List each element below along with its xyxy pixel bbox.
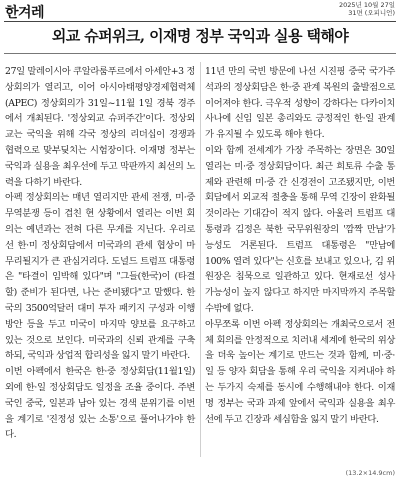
column-divider [200,62,201,457]
issue-meta [339,1,395,17]
clipping-size-note: (13.2×14.9cm) [345,469,395,477]
paragraph: 27일 말레이시아 쿠알라룸푸르에서 아세안+3 정상회의가 열리고, 이어 아시아태평양경제협력체(APEC) 정상회의가 31일~11월 1일 경북 경주에서 개최된다. '정상외교 슈퍼주간'이다. 정상외교는 국익을 위해 각국 정상의 리더십이 경쟁과 협력으로 맞부딪치는 시험장이다. 이재명 정부는 국익과 실용을 최우선에 두고 막판까지 최선의 노력을 다하기 바란다. [5,66,195,188]
top-rule [4,21,396,22]
newspaper-logo: 한겨레 [5,5,45,21]
paragraph: 이번 아펙에서 한국은 한·중 정상회담(11월1일) 외에 한·일 정상회담도 일정을 조율 중이다. 주변국인 중국, 일본과 남아 있는 경색 분위기를 이번을 계기로 '진정성 있는 소통'으로 풀어나가야 한다. [5,366,195,441]
issue-date: 2025년 10월 27일 [338,1,395,9]
paragraph: 이와 함께 전세계가 가장 주목하는 장면은 30일 열리는 미·중 정상회담이다. 최근 희토류 수출 통제와 관련해 미·중 간 신경전이 고조됐지만, 이번 회담에서 외교적 절충을 통해 무역 긴장이 완화될 것이라는 기대감이 적지 않다. 아울러 트럼프 대통령과 김정은 북한 국무위원장의 '깜짝 만남'가능성도 거론된다. 트럼프 대통령은 "만남에 100% 열려 있다"는 신호를 보내고 있으나, 김 위원장은 침묵으로 일관하고 있다. 현재로선 성사 가능성이 높지 않다고 하지만 마지막까지 주목할 수밖에 없다. [205,144,395,314]
masthead [0,0,400,22]
article-column-right [205,64,395,427]
editorial-headline: 외교 슈퍼위크, 이재명 정부 국익과 실용 택해야 [51,27,349,45]
paragraph: 11년 만의 국빈 방문에 나선 시진핑 중국 국가주석과의 정상회담은 한·중 관계 복원의 출발점으로 이어져야 한다. 극우적 성향이 강하다는 다카이치 사나에 신임 일본 총리와도 긍정적인 한·일 관계가 유지될 수 있도록 해야 한다. [205,66,395,141]
page-section: 31면 (오피니언) [348,9,395,17]
headline-rule [4,53,396,54]
article-column-left [5,64,195,443]
paragraph: 아무쪼록 이번 아펙 정상회의는 개최국으로서 전체 회의를 안정적으로 치러내 세계에 한국의 위상을 더욱 높이는 계기로 만드는 것과 함께, 미·중·일 등 양자 회담을 통해 우리 국익을 지켜내야 하는 두가지 숙제를 동시에 수행해내야 한다. 이재명 정부는 국과 과제 앞에서 국익과 실용을 최우선에 두고 긴장과 세심함을 잃지 말기 바란다. [205,318,395,425]
paragraph: 아펙 정상회의는 매년 열리지만 관세 전쟁, 미·중 무역분쟁 등이 겹친 현 상황에서 열리는 이번 회의는 예년과는 전혀 다른 무게를 지닌다. 우리로선 한·미 정상회담에서 미국과의 관세 협상이 마무리될지가 큰 관심거리다. 도널드 트럼프 대통령은 "타결이 임박해 있다"며 "그들(한국)이 (타결할) 준비가 된다면, 나는 준비됐다"고 말했다. 한국의 3500억달러 대미 투자 패키지 구성과 이행 방안 등을 두고 미국이 마지막 양보를 요구하고 있는 것으로 보인다. 미국과의 신뢰 관계를 구축하되, 국익과 상업적 합리성을 잃지 말기 바란다. [5,192,195,362]
